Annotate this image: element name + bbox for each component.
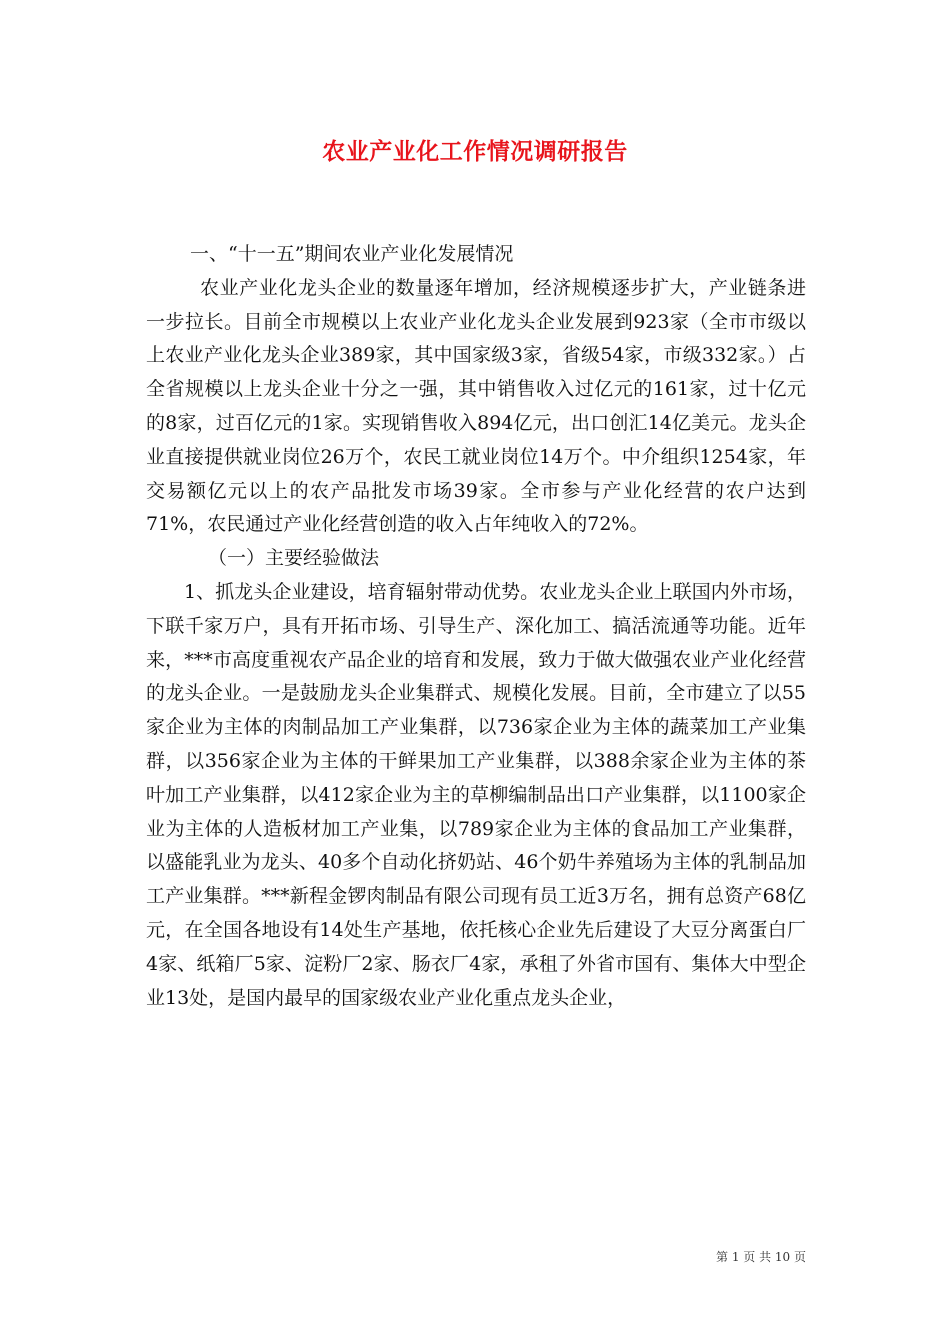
page-number: 第 1 页 共 10 页: [716, 1250, 806, 1264]
paragraph: 1、抓龙头企业建设，培育辐射带动优势。农业龙头企业上联国内外市场，下联千家万户，具有开拓市场、引导生产、深化加工、搞活流通等功能。近年来，***市高度重视农产品企业的培育和发展，致力于做大做强农业产业化经营的龙头企业。一是鼓励龙头企业集群式、规模化发展。目前，全市建立了以55家企业为主体的肉制品加工产业集群，以736家企业为主体的蔬菜加工产业集群，以356家企业为主体的干鲜果加工产业集群，以388余家企业为主体的茶叶加工产业集群，以412家企业为主的草柳编制品出口产业集群，以1100家企业为主体的人造板材加工产业集，以789家企业为主体的食品加工产业集群，以盛能乳业为龙头、40多个自动化挤奶站、46个奶牛养殖场为主体的乳制品加工产业集群。***新程金锣肉制品有限公司现有员工近3万名，拥有总资产68亿元，在全国各地设有14处生产基地，依托核心企业先后建设了大豆分离蛋白厂4家、纸箱厂5家、淀粉厂2家、肠衣厂4家，承租了外省市国有、集体大中型企业13处，是国内最早的国家级农业产业化重点龙头企业，: [146, 580, 806, 1009]
document-title: 农业产业化工作情况调研报告: [322, 138, 628, 165]
subsection-heading: （一）主要经验做法: [208, 547, 380, 570]
document-body: [146, 238, 806, 1015]
paragraph: 农业产业化龙头企业的数量逐年增加，经济规模逐步扩大，产业链条进一步拉长。目前全市规模以上农业产业化龙头企业发展到923家（全市市级以上农业产业化龙头企业389家，其中国家级3家，省级54家，市级332家。）占全省规模以上龙头企业十分之一强，其中销售收入过亿元的161家，过十亿元的8家，过百亿元的1家。实现销售收入894亿元，出口创汇14亿美元。龙头企业直接提供就业岗位26万个，农民工就业岗位14万个。中介组织1254家，年交易额亿元以上的农产品批发市场39家。全市参与产业化经营的农户达到71%，农民通过产业化经营创造的收入占年纯收入的72%。: [146, 276, 806, 536]
section-heading: 一、“十一五”期间农业产业化发展情况: [190, 243, 514, 265]
